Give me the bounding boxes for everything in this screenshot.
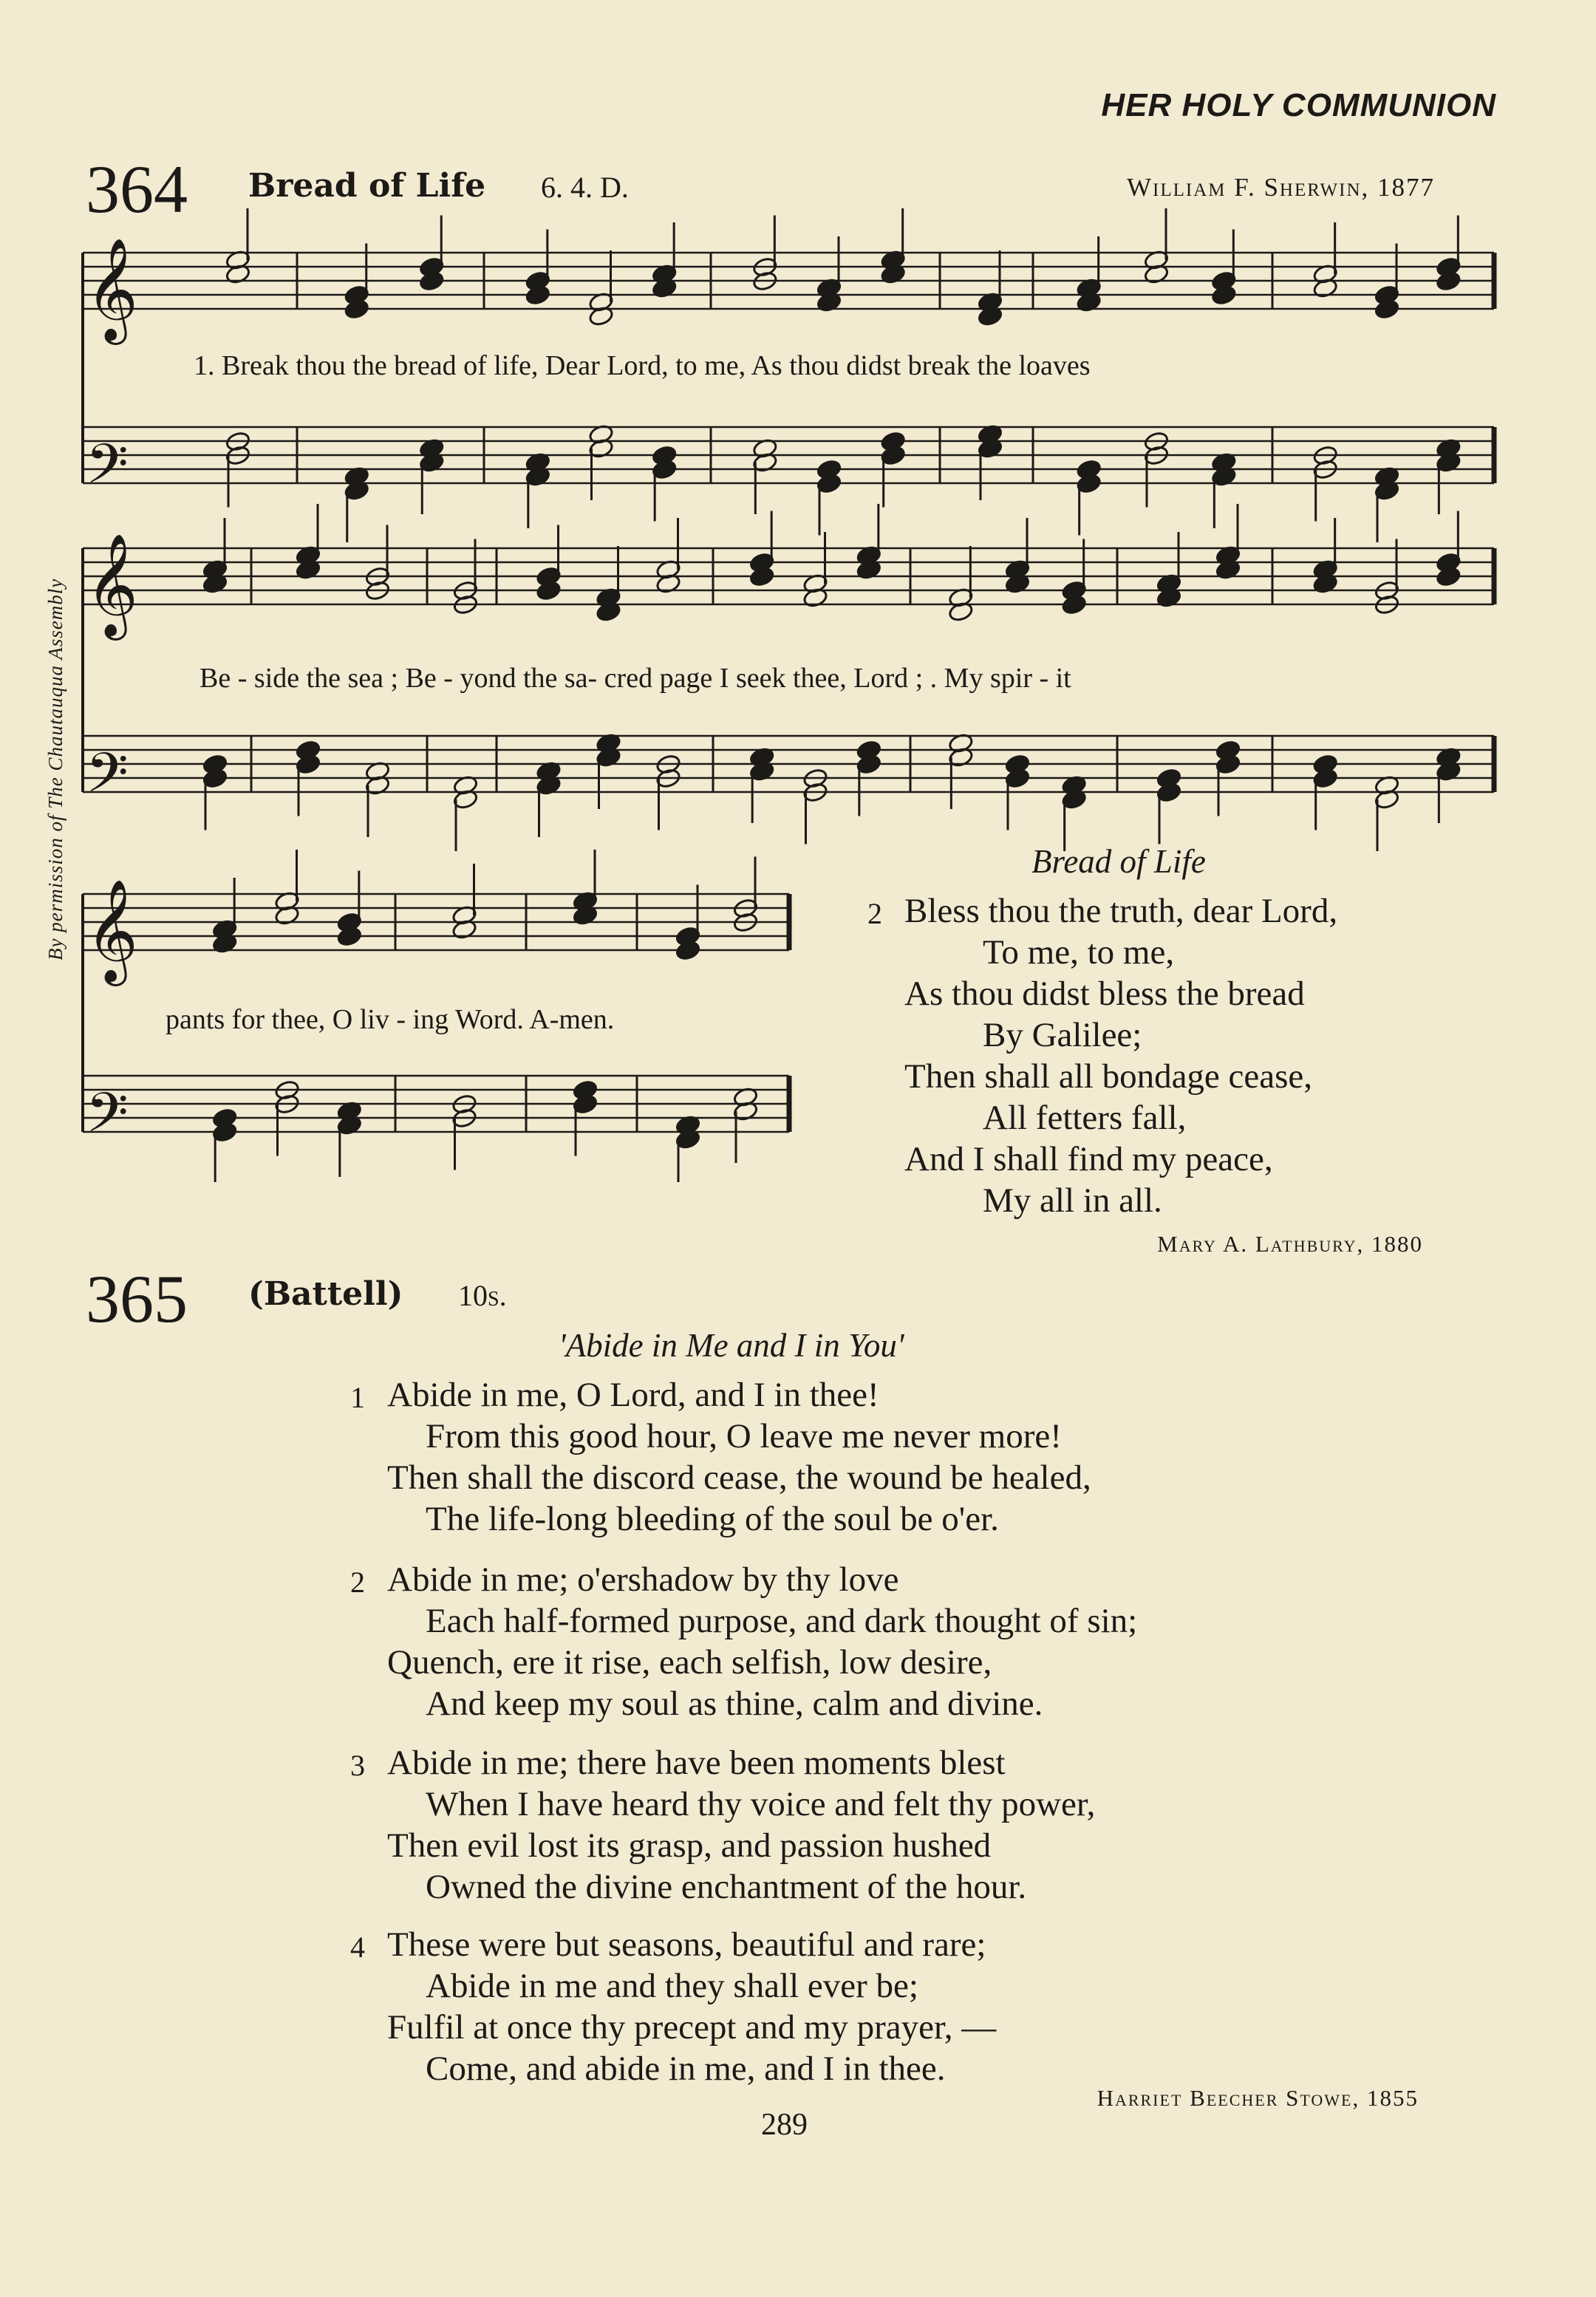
hymn-365-author: Harriet Beecher Stowe, 1855 bbox=[1097, 2085, 1419, 2111]
verse-line: All fetters fall, bbox=[983, 1099, 1187, 1137]
hymn-364-number: 364 bbox=[86, 151, 188, 227]
hymn-364-composer: William F. Sherwin, 1877 bbox=[1127, 173, 1435, 202]
verse-line: Bless thou the truth, dear Lord, bbox=[904, 892, 1338, 930]
hymn-364-author: Mary A. Lathbury, 1880 bbox=[1157, 1231, 1423, 1257]
system2-lyrics: Be - side the sea ; Be - yond the sa- cred page I seek thee, Lord ; . My spir - it bbox=[200, 663, 1071, 694]
verse-line: Abide in me; there have been moments blest bbox=[387, 1744, 1006, 1782]
hymn-364-text-title: Bread of Life bbox=[1031, 843, 1206, 880]
verse-line: Then evil lost its grasp, and passion hushed bbox=[387, 1826, 992, 1865]
verse-line: Abide in me and they shall ever be; bbox=[426, 1967, 918, 2005]
system3-lyrics: pants for thee, O liv - ing Word. A-men. bbox=[166, 1004, 615, 1035]
verse-line: Abide in me; o'ershadow by thy love bbox=[387, 1560, 899, 1599]
hymn-365-meter: 10s. bbox=[458, 1279, 507, 1312]
verse-line: Come, and abide in me, and I in thee. bbox=[426, 2049, 946, 2088]
hymn-365-verse-3 bbox=[350, 1742, 1459, 1908]
verse-line: These were but seasons, beautiful and rare; bbox=[387, 1925, 986, 1964]
verse-line: When I have heard thy voice and felt thy power, bbox=[426, 1785, 1096, 1823]
hymn-365-tune: (Battell) bbox=[248, 1275, 403, 1313]
verse-line: Then shall all bondage cease, bbox=[904, 1057, 1313, 1096]
verse-number: 1 bbox=[350, 1381, 365, 1414]
hymn-365-verse-2 bbox=[350, 1559, 1459, 1724]
verse-number: 4 bbox=[350, 1931, 365, 1964]
verse-line: From this good hour, O leave me never more! bbox=[426, 1417, 1062, 1455]
verse-line: Abide in me, O Lord, and I in thee! bbox=[387, 1376, 879, 1414]
bass-clef-icon: 𝄢 bbox=[86, 435, 129, 508]
verse-line: Owned the divine enchantment of the hour. bbox=[426, 1868, 1027, 1906]
hymn-365-title: 'Abide in Me and I in You' bbox=[559, 1327, 904, 1364]
verse-line: As thou didst bless the bread bbox=[904, 975, 1305, 1013]
hymn-365-verse-4 bbox=[350, 1924, 1459, 2089]
bass-clef-icon: 𝄢 bbox=[86, 1084, 129, 1157]
verse-line: And I shall find my peace, bbox=[904, 1140, 1273, 1178]
verse-line: The life-long bleeding of the soul be o'er. bbox=[426, 1500, 999, 1538]
verse-line: By Galilee; bbox=[983, 1016, 1142, 1054]
verse-line: And keep my soul as thine, calm and divine. bbox=[426, 1685, 1043, 1723]
verse-number: 2 bbox=[867, 897, 882, 930]
verse-number: 3 bbox=[350, 1749, 365, 1782]
system1-lyrics: 1. Break thou the bread of life, Dear Lord, to me, As thou didst break the loaves bbox=[194, 350, 1091, 381]
hymn-365-number: 365 bbox=[86, 1261, 188, 1337]
hymn-365-verse-1 bbox=[350, 1374, 1459, 1540]
verse-line: My all in all. bbox=[983, 1181, 1162, 1220]
verse-line: To me, to me, bbox=[983, 933, 1175, 972]
verse-number: 2 bbox=[350, 1566, 365, 1599]
hymn-364-meter: 6. 4. D. bbox=[541, 171, 629, 204]
side-credit: By permission of The Chautauqua Assembly bbox=[44, 578, 66, 960]
bass-clef-icon: 𝄢 bbox=[86, 744, 129, 817]
hymn-364-tune: Bread of Life bbox=[248, 167, 486, 205]
treble-clef-icon: 𝄞 bbox=[86, 536, 138, 634]
running-head: HER HOLY COMMUNION bbox=[1101, 87, 1496, 123]
verse-line: Then shall the discord cease, the wound be healed, bbox=[387, 1458, 1091, 1497]
treble-clef-icon: 𝄞 bbox=[86, 240, 138, 338]
treble-clef-icon: 𝄞 bbox=[86, 881, 138, 980]
hymn-364-verse-2 bbox=[867, 890, 1555, 1221]
verse-line: Quench, ere it rise, each selfish, low desire, bbox=[387, 1643, 992, 1682]
verse-line: Fulfil at once thy precept and my prayer, — bbox=[387, 2008, 997, 2047]
page-number: 289 bbox=[761, 2108, 808, 2142]
verse-line: Each half-formed purpose, and dark thought of sin; bbox=[426, 1602, 1138, 1640]
